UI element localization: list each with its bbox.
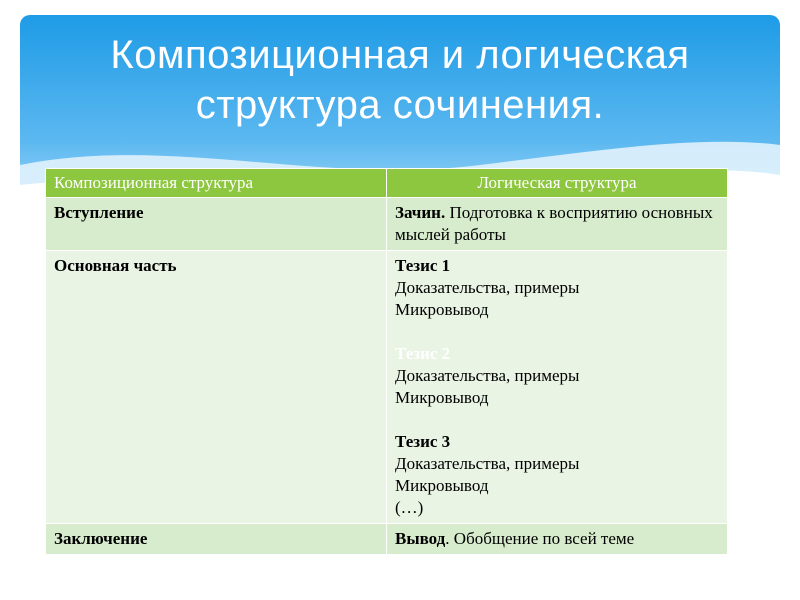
header-composition: Композиционная структура: [46, 169, 387, 198]
thesis-1-heading: Тезис 1: [395, 256, 451, 275]
slide-title: [20, 30, 780, 130]
table-header-row: [46, 169, 728, 198]
spacer: [395, 409, 719, 431]
title-line-2: структура сочинения.: [195, 83, 605, 127]
conclusion-lead: Вывод: [395, 529, 446, 548]
row-label-conclusion: Заключение: [46, 524, 387, 555]
conclusion-text: . Обобщение по всей теме: [445, 529, 635, 548]
row-content-conclusion: [387, 524, 728, 555]
thesis-2-heading: Тезис 2: [395, 344, 451, 363]
thesis-3-heading: Тезис 3: [395, 432, 451, 451]
structure-table: [45, 168, 728, 555]
thesis-1-evidence: Доказательства, примеры: [395, 278, 580, 297]
thesis-1-conclusion: Микровывод: [395, 300, 489, 319]
row-content-intro: [387, 198, 728, 251]
row-label-intro: Вступление: [46, 198, 387, 251]
row-content-body: [387, 251, 728, 524]
table-row: [46, 524, 728, 555]
intro-text: Подготовка к восприятию основных мыслей работы: [395, 203, 713, 244]
row-label-body: Основная часть: [46, 251, 387, 524]
thesis-3-evidence: Доказательства, примеры: [395, 454, 580, 473]
thesis-2-conclusion: Микровывод: [395, 388, 489, 407]
header-logic: Логическая структура: [387, 169, 728, 198]
table-row: [46, 251, 728, 524]
spacer: [395, 321, 719, 343]
table-row: [46, 198, 728, 251]
intro-lead: Зачин.: [395, 203, 446, 222]
ellipsis: (…): [395, 498, 424, 517]
title-line-1: Композиционная и логическая: [110, 33, 690, 77]
thesis-3-conclusion: Микровывод: [395, 476, 489, 495]
thesis-2-evidence: Доказательства, примеры: [395, 366, 580, 385]
